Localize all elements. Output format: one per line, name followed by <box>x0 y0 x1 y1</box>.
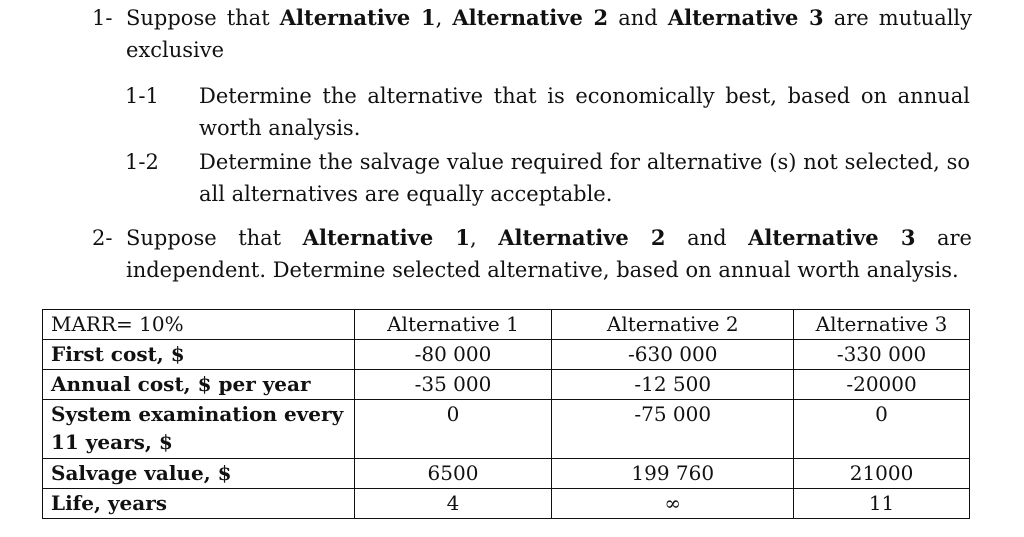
data-table <box>42 309 970 519</box>
table-cell: -12 500 <box>552 370 794 400</box>
row-label: First cost, $ <box>43 340 355 370</box>
row-label: Annual cost, $ per year <box>43 370 355 400</box>
row-label: System examination every 11 years, $ <box>43 400 355 459</box>
question-2-number: 2- <box>92 226 113 250</box>
table-row <box>43 459 970 489</box>
table-header-alt-3: Alternative 3 <box>794 310 970 340</box>
question-1 <box>92 2 972 66</box>
table-header-alt-2: Alternative 2 <box>552 310 794 340</box>
table-cell: 6500 <box>354 459 552 489</box>
table-cell: 199 760 <box>552 459 794 489</box>
q2-text-3: and <box>665 226 749 250</box>
q1-text-3: and <box>608 6 668 30</box>
question-1-2-number: 1-2 <box>125 150 159 174</box>
q2-text-1: Suppose that <box>126 226 303 250</box>
question-2 <box>92 222 972 286</box>
table-cell: 21000 <box>794 459 970 489</box>
q2-text-4: are independent. Determine selected alternative, based on annual worth analysis. <box>126 226 972 282</box>
q1-alt-1: Alternative 1 <box>279 5 436 30</box>
table-cell: -80 000 <box>354 340 552 370</box>
question-2-text <box>126 222 972 286</box>
table-cell: -35 000 <box>354 370 552 400</box>
row-label: Salvage value, $ <box>43 459 355 489</box>
table-cell: 4 <box>354 489 552 519</box>
table-row <box>43 340 970 370</box>
table-header-marr: MARR= 10% <box>43 310 355 340</box>
q2-text-2: , <box>469 226 499 250</box>
row-label: Life, years <box>43 489 355 519</box>
q1-text-1: Suppose that <box>126 6 280 30</box>
q1-text-4: are mutually exclusive <box>126 6 973 62</box>
question-1-number: 1- <box>92 6 113 30</box>
question-1-1-number: 1-1 <box>125 84 159 108</box>
table-header-row <box>43 310 970 340</box>
table-cell: -630 000 <box>552 340 794 370</box>
table-cell: ∞ <box>552 489 794 519</box>
question-1-2 <box>125 146 970 210</box>
table-cell: -20000 <box>794 370 970 400</box>
table-cell: 0 <box>794 400 970 459</box>
table-cell: 11 <box>794 489 970 519</box>
table-cell: 0 <box>354 400 552 459</box>
q2-alt-2: Alternative 2 <box>498 225 666 250</box>
table-row <box>43 400 970 459</box>
question-1-text <box>126 2 972 66</box>
q1-alt-2: Alternative 2 <box>452 5 609 30</box>
q2-alt-1: Alternative 1 <box>302 225 470 250</box>
question-1-1 <box>125 80 970 144</box>
table-row <box>43 370 970 400</box>
question-1-1-text: Determine the alternative that is economically best, based on annual worth analysis. <box>199 84 970 140</box>
question-1-2-text: Determine the salvage value required for alternative (s) not selected, so all alternatives are equally acceptable. <box>199 150 970 206</box>
table-cell: -75 000 <box>552 400 794 459</box>
table-header-alt-1: Alternative 1 <box>354 310 552 340</box>
table-row <box>43 489 970 519</box>
q1-alt-3: Alternative 3 <box>667 5 824 30</box>
q2-alt-3: Alternative 3 <box>748 225 916 250</box>
q1-text-2: , <box>435 6 453 30</box>
table-cell: -330 000 <box>794 340 970 370</box>
